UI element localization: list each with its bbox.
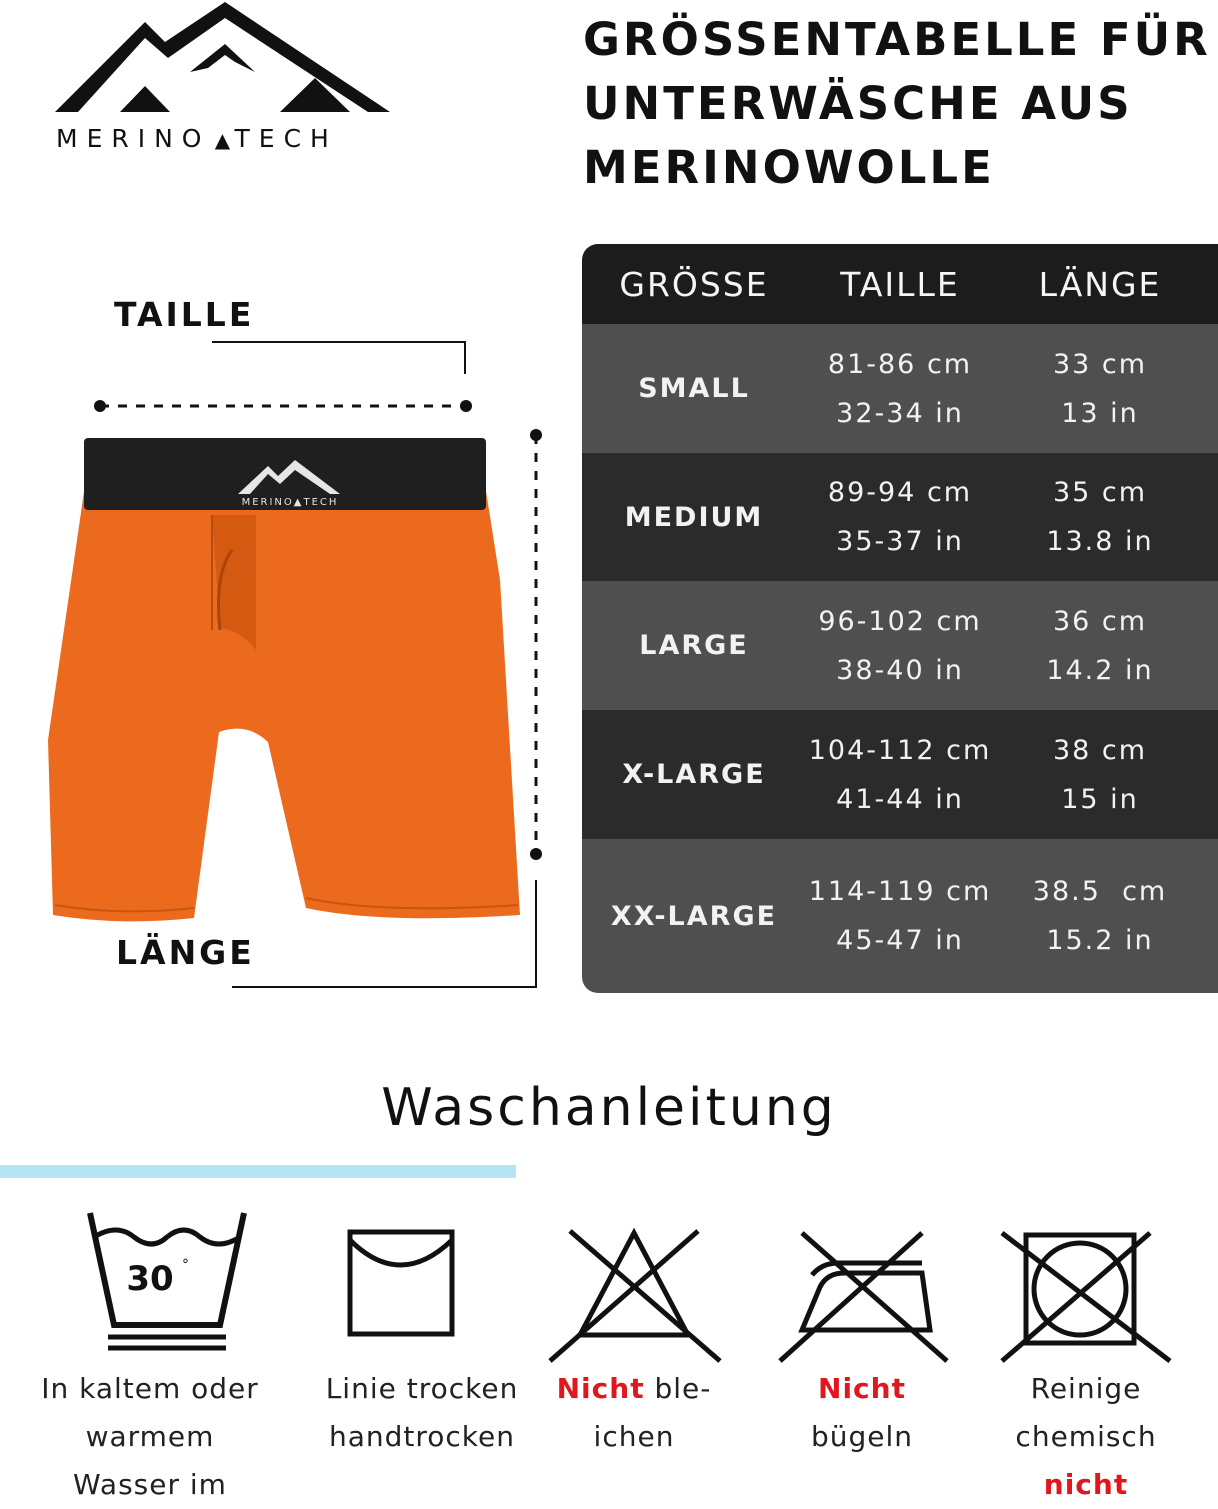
bleach-caption-rest: ble- [644, 1372, 712, 1405]
dry-caption-line: handtrocken [328, 1420, 515, 1453]
waist-cell [806, 340, 994, 438]
size-cell: X-LARGE [622, 759, 766, 790]
accent-bar [0, 1165, 516, 1178]
length-cell [994, 597, 1206, 695]
length-cm: 35 cm [1052, 477, 1148, 508]
svg-text:°: ° [182, 1257, 189, 1273]
length-cm: 36 cm [1052, 605, 1148, 637]
waist-in: 32-34 in [836, 397, 964, 429]
length-cell [994, 468, 1206, 566]
length-label: LÄNGE [116, 933, 255, 972]
no-iron-icon [772, 1205, 962, 1365]
svg-text:MERINO▲TECH: MERINO▲TECH [241, 497, 339, 508]
length-cell [994, 867, 1206, 965]
warning-text: nicht [1043, 1468, 1129, 1501]
wash-caption-line: In kaltem oder [41, 1372, 259, 1405]
length-cm: 38 cm [1052, 734, 1148, 766]
brand-name-part1: MERINO [56, 124, 211, 153]
header-length: LÄNGE [1038, 264, 1162, 304]
title-line-2: UNTERWÄSCHE AUS [583, 77, 1133, 130]
length-in: 14.2 in [1046, 654, 1154, 686]
table-row [582, 453, 1218, 581]
waist-cell [806, 468, 994, 566]
size-cell: SMALL [638, 373, 750, 404]
boxer-garment [48, 438, 520, 921]
iron-caption-line: bügeln [810, 1420, 914, 1453]
waist-label: TAILLE [114, 295, 255, 334]
length-cm: 38.5 cm [1032, 876, 1168, 907]
table-header-row [582, 244, 1218, 324]
waist-cm: 96-102 cm [818, 605, 982, 637]
warning-text: Nicht [818, 1372, 906, 1405]
wash-caption-line: warmem [85, 1420, 215, 1453]
length-in: 13.8 in [1046, 526, 1154, 557]
bleach-caption-line: ichen [593, 1420, 675, 1453]
waist-cell [806, 597, 994, 695]
dry-caption-line: Linie trocken [325, 1372, 519, 1405]
dryclean-caption-line: Reinige [1030, 1372, 1142, 1405]
table-row [582, 581, 1218, 710]
dry-caption [302, 1365, 542, 1461]
wash-30-icon [72, 1205, 262, 1365]
brand-triangle-icon: ▲ [214, 128, 231, 152]
length-in: 13 in [1061, 397, 1139, 429]
bleach-caption [514, 1365, 754, 1461]
no-bleach-icon [540, 1205, 730, 1365]
length-in: 15 in [1061, 783, 1139, 815]
brand-wordmark [56, 124, 396, 153]
table-row [582, 839, 1218, 993]
length-in: 15.2 in [1046, 925, 1154, 956]
wash-caption-line: Wasser im [73, 1468, 227, 1501]
warning-text: Nicht [556, 1372, 645, 1405]
iron-caption [742, 1365, 982, 1461]
size-cell: XX-LARGE [610, 900, 778, 932]
bleach-caption-line [514, 1365, 754, 1413]
length-cell [994, 340, 1206, 438]
waist-in: 35-37 in [836, 526, 964, 557]
wash-section-title: Waschanleitung [381, 1078, 837, 1138]
line-dry-icon [328, 1205, 518, 1365]
title-line-3: MERINOWOLLE [583, 141, 995, 194]
header-waist: TAILLE [840, 264, 960, 304]
page-title [583, 8, 1213, 200]
waist-cm: 89-94 cm [827, 477, 973, 508]
header-size: GRÖSSE [619, 264, 769, 304]
mountain-logo-icon [50, 0, 395, 125]
waist-cm: 81-86 cm [827, 348, 973, 380]
waist-in: 45-47 in [836, 925, 964, 956]
length-cm: 33 cm [1052, 348, 1148, 380]
size-cell: LARGE [639, 630, 749, 661]
dryclean-caption-line: chemisch [1015, 1420, 1157, 1453]
table-row [582, 324, 1218, 453]
waist-cm: 114-119 cm [808, 876, 992, 907]
size-table [582, 244, 1218, 993]
brand-name-part2: TECH [234, 124, 338, 153]
waist-cell [806, 726, 994, 824]
waist-cm: 104-112 cm [808, 734, 992, 766]
waist-cell [806, 867, 994, 965]
underwear-diagram [0, 330, 580, 1000]
table-row [582, 710, 1218, 839]
no-dryclean-icon [990, 1205, 1180, 1365]
size-cell: MEDIUM [624, 501, 764, 533]
length-cell [994, 726, 1206, 824]
wash-temp: 30 [126, 1259, 174, 1299]
wash-caption [30, 1365, 270, 1509]
waist-in: 41-44 in [836, 783, 964, 815]
dryclean-caption [966, 1365, 1206, 1509]
waist-in: 38-40 in [836, 654, 964, 686]
title-line-1: GRÖSSENTABELLE FÜR [583, 13, 1211, 66]
